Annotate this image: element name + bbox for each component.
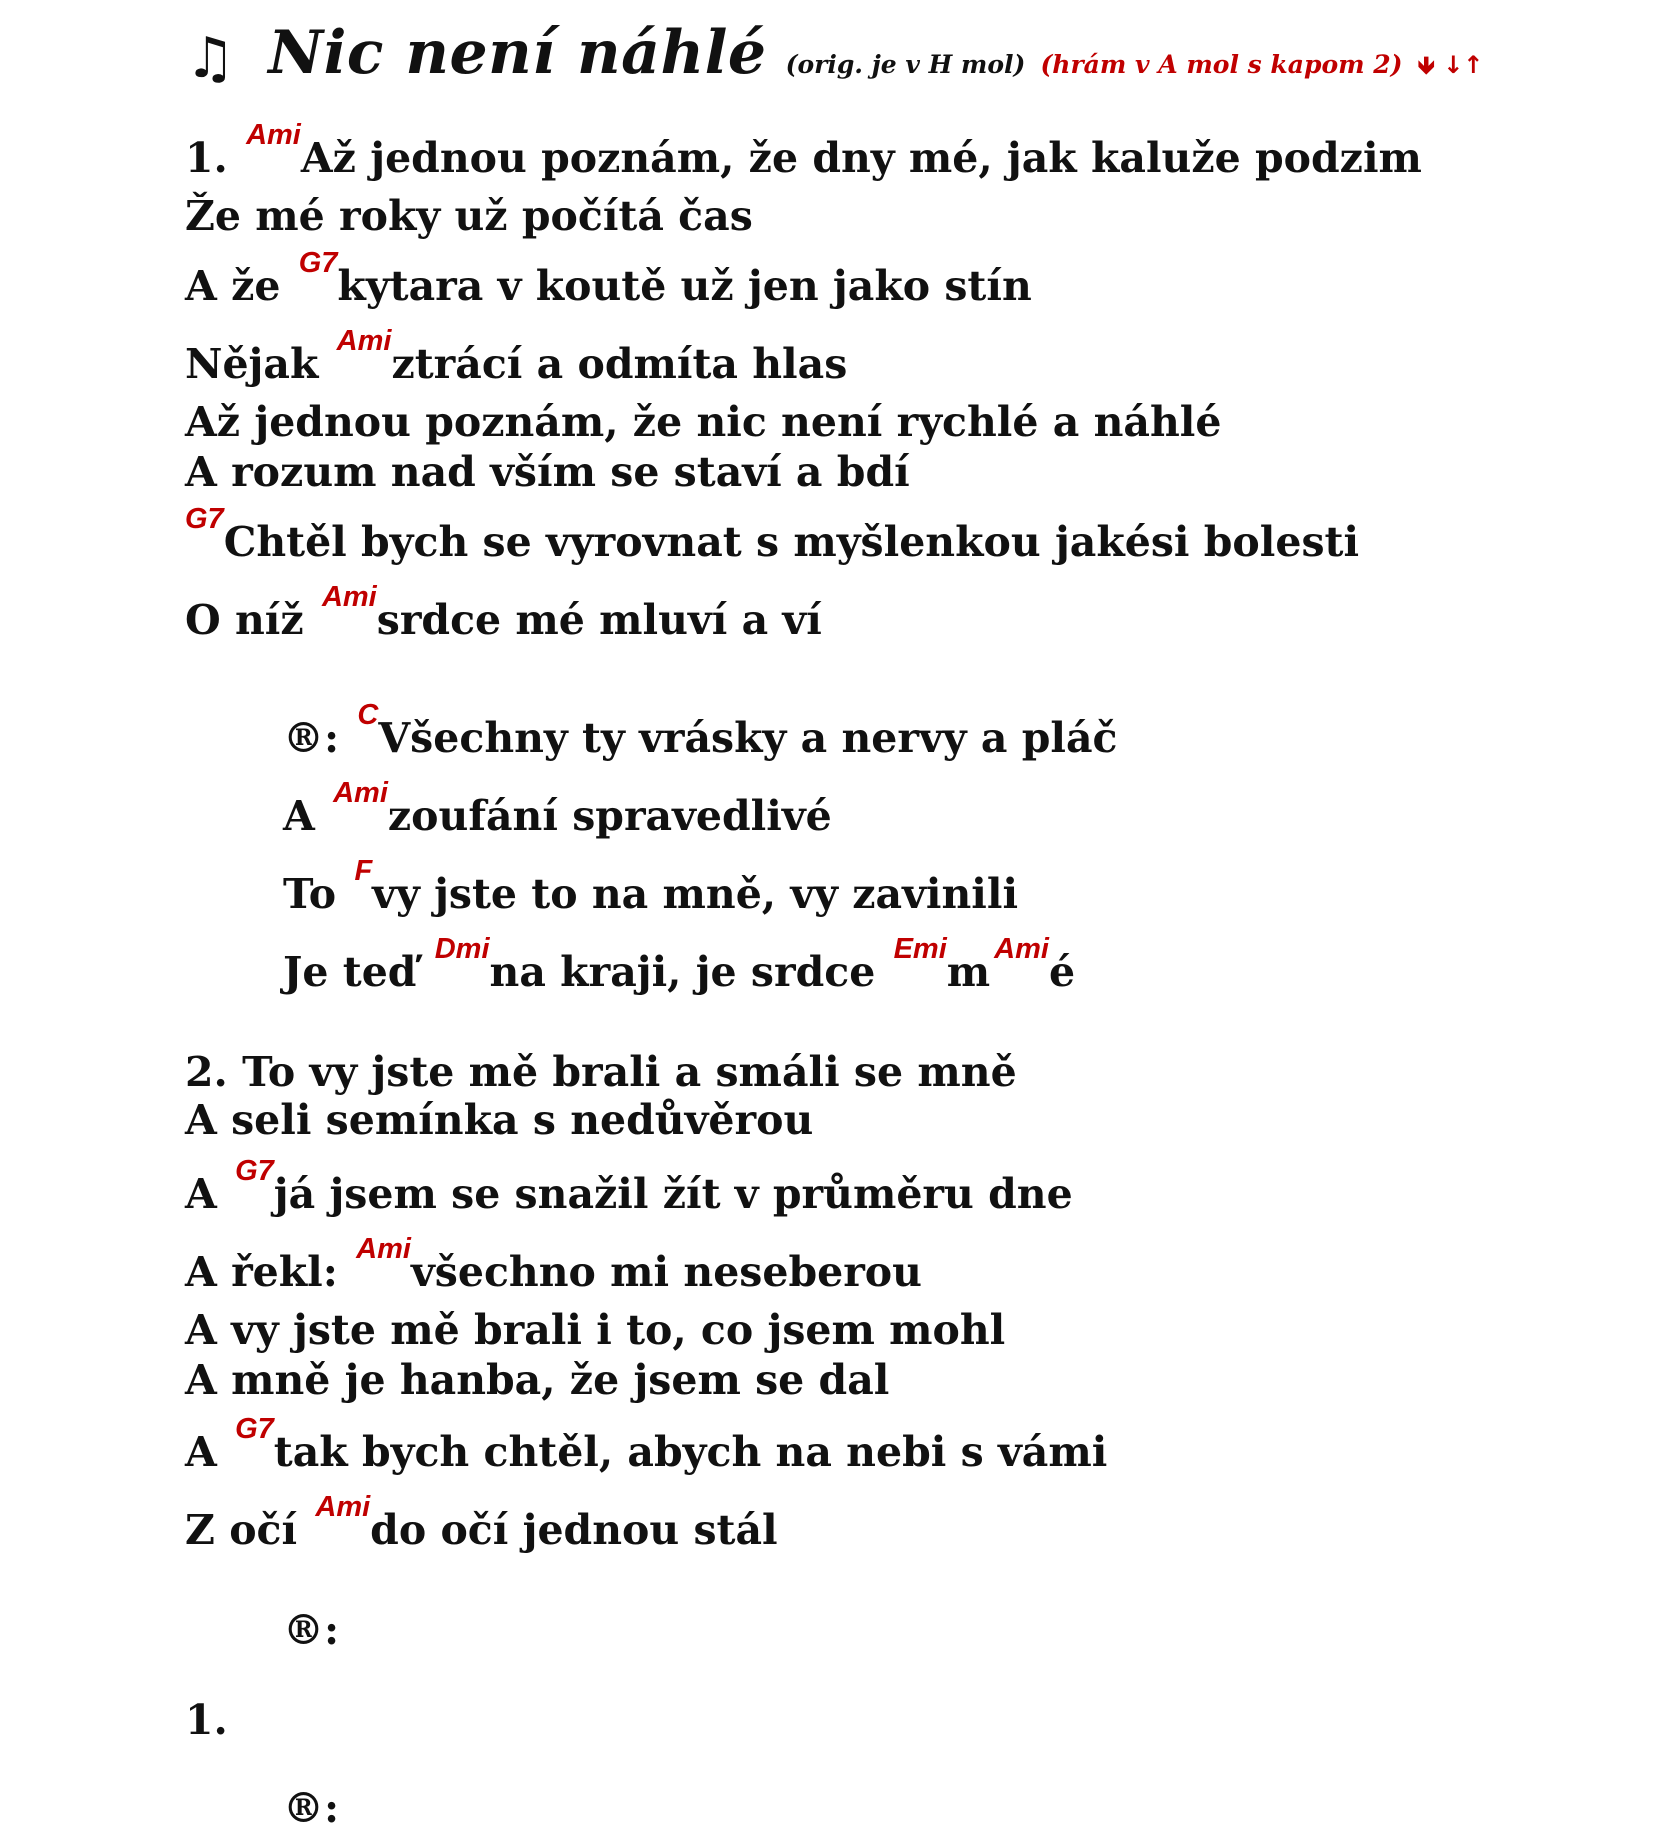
refrain-line2	[283, 777, 832, 840]
verse2-line6	[185, 1356, 890, 1404]
refrain-reference	[283, 1606, 340, 1654]
lyric-text: O níž	[185, 596, 318, 644]
lyric-text: A že	[185, 262, 295, 310]
verse2-line2	[185, 1096, 814, 1144]
verse1-line1	[185, 119, 1422, 182]
transpose-toggle-icon[interactable]: ↓↑	[1443, 51, 1484, 79]
lyric-text: A rozum nad vším se staví a bdí	[185, 448, 910, 496]
lyric-text: kytara v koutě už jen jako stín	[337, 262, 1032, 310]
lyric-text: A	[185, 1170, 232, 1218]
refrain-line4	[283, 933, 1076, 996]
song-title: Nic není náhlé	[268, 18, 767, 88]
verse-reference	[185, 1696, 228, 1744]
verse1-line5	[185, 398, 1222, 446]
lyric-text: Až jednou poznám, že nic není rychlé a náhlé	[185, 398, 1222, 446]
chord[interactable]: Emi	[893, 933, 947, 965]
lyric-text: Že mé roky už počítá čas	[185, 192, 753, 240]
music-note-icon: ♫	[185, 26, 236, 91]
verse1-line7	[185, 503, 1360, 566]
refrain-mark: ®:	[283, 1784, 340, 1832]
lyric-text: A seli semínka s nedůvěrou	[185, 1096, 814, 1144]
lyric-text: é	[1048, 948, 1076, 996]
lyric-text: Všechny ty vrásky a nervy a pláč	[378, 714, 1118, 762]
verse2-line5	[185, 1306, 1006, 1354]
verse1-line2	[185, 192, 753, 240]
verse-number: 1.	[185, 134, 243, 182]
chord[interactable]: Ami	[246, 119, 301, 151]
refrain-line3	[283, 855, 1019, 918]
original-key-note: (orig. je v H mol)	[785, 50, 1026, 79]
song-header	[185, 18, 1483, 91]
lyric-text: A mně je hanba, že jsem se dal	[185, 1356, 890, 1404]
verse1-line3	[185, 247, 1032, 310]
chord[interactable]: Ami	[356, 1233, 411, 1265]
verse1-line8	[185, 581, 822, 644]
chord[interactable]: F	[354, 855, 373, 887]
lyric-text: m	[946, 948, 991, 996]
chord[interactable]: Dmi	[434, 933, 490, 965]
refrain-mark: ®:	[283, 1606, 340, 1654]
lyric-text: na kraji, je srdce	[489, 948, 890, 996]
lyric-text: Chtěl bych se vyrovnat s myšlenkou jakési bolesti	[223, 518, 1360, 566]
verse2-line7	[185, 1413, 1108, 1476]
verse2-line3	[185, 1155, 1073, 1218]
lyric-text: A	[185, 1428, 232, 1476]
lyric-text: To	[283, 870, 351, 918]
lyric-text: všechno mi neseberou	[410, 1248, 922, 1296]
lyric-text: 2. To vy jste mě brali a smáli se mně	[185, 1048, 1017, 1096]
verse2-line1	[185, 1048, 1017, 1096]
lyric-text: já jsem se snažil žít v průměru dne	[273, 1170, 1073, 1218]
verse2-line8	[185, 1491, 778, 1554]
verse2-line4	[185, 1233, 922, 1296]
lyric-text: Nějak	[185, 340, 333, 388]
chord[interactable]: Ami	[315, 1491, 371, 1523]
refrain-reference-2	[283, 1784, 340, 1832]
lyric-text: do očí jednou stál	[370, 1506, 778, 1554]
lyric-text: Až jednou poznám, že dny mé, jak kaluže podzim	[300, 134, 1422, 182]
lyric-text: ztrácí a odmíta hlas	[391, 340, 848, 388]
lyric-text: Je teď	[283, 948, 431, 996]
lyric-text: A řekl:	[185, 1248, 353, 1296]
refrain-mark: ®:	[283, 714, 354, 762]
lyric-text: vy jste to na mně, vy zavinili	[372, 870, 1019, 918]
lyric-text: zoufání spravedlivé	[387, 792, 832, 840]
verse-number: 1.	[185, 1696, 228, 1744]
chord[interactable]: G7	[185, 503, 224, 535]
verse1-line4	[185, 325, 848, 388]
chord[interactable]: C	[357, 699, 379, 731]
lyric-text: Z očí	[185, 1506, 312, 1554]
chord[interactable]: Ami	[336, 325, 392, 357]
chord[interactable]: Ami	[333, 777, 388, 809]
lyric-text: tak bych chtěl, abych na nebi s vámi	[273, 1428, 1108, 1476]
chord[interactable]: G7	[235, 1155, 274, 1187]
lyric-text: A vy jste mě brali i to, co jsem mohl	[185, 1306, 1006, 1354]
chord[interactable]: Ami	[321, 581, 377, 613]
chord[interactable]: Ami	[994, 933, 1049, 965]
capo-note: (hrám v A mol s kapom 2)	[1040, 50, 1403, 79]
transpose-down-icon[interactable]: 🡻	[1417, 51, 1435, 79]
lyric-text: srdce mé mluví a ví	[376, 596, 822, 644]
verse1-line6	[185, 448, 910, 496]
chord[interactable]: G7	[235, 1413, 274, 1445]
chord[interactable]: G7	[298, 247, 338, 279]
lyric-text: A	[283, 792, 330, 840]
refrain-line1	[283, 699, 1118, 762]
transpose-controls	[1418, 51, 1484, 79]
